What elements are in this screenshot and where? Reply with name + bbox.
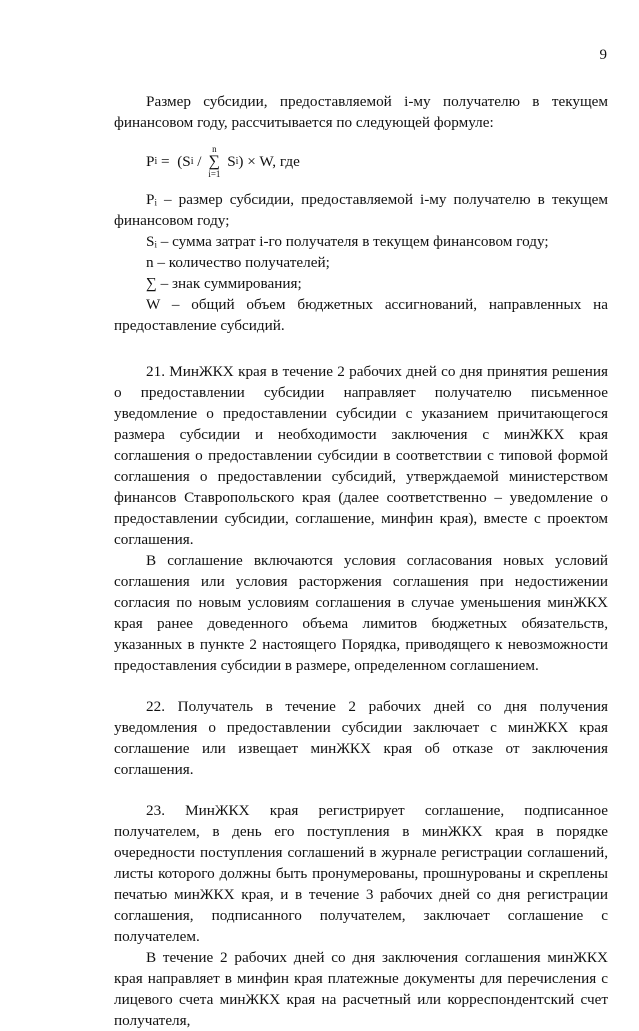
paragraph-23-continued: В течение 2 рабочих дней со дня заключения соглашения минЖКХ края направляет в минфин края платежные документы для перечисления с лицевого счета минЖКХ края на расчетный или корреспондентский счет получателя, <box>114 949 608 1029</box>
definition-n: n – количество получателей; <box>146 254 330 271</box>
formula-lhs-subscript: i <box>154 155 158 167</box>
paragraph-23: 23. МинЖКХ края регистрирует соглашение, подписанное получателем, в день его поступления в минЖКХ края в порядке очередности поступления соглашений в журнале регистрации соглашений, листы которого должны быть пронумерованы, прошнурованы и скреплены печатью минЖКХ края, и в течение 3 рабочих дней со дня регистрации соглашения, подписанного получателем, заключает соглашение с получателем. <box>114 802 608 945</box>
summation-lower-limit: i=1 <box>208 168 221 179</box>
summation-symbol <box>208 144 220 179</box>
formula-s2-subscript: i <box>235 155 239 167</box>
definition-sum: ∑ – знак суммирования; <box>146 275 302 292</box>
paragraph-22: 22. Получатель в течение 2 рабочих дней со дня получения уведомления о предоставлении субсидии заключает с минЖКХ края соглашение или извещает минЖКХ края об отказе от заключения соглашения. <box>114 698 608 778</box>
definition-w: W – общий объем бюджетных ассигнований, направленных на предоставление субсидий. <box>114 296 608 334</box>
definition-pi: Pᵢ – размер субсидии, предоставляемой i-му получателю в текущем финансовом году; <box>114 191 608 229</box>
formula-slash: / <box>193 152 206 170</box>
formula-lhs: P <box>146 152 155 170</box>
formula-s2: S <box>223 152 236 170</box>
page-number: 9 <box>599 47 607 63</box>
intro-paragraph: Размер субсидии, предоставляемой i-му получателю в текущем финансовом году, рассчитывается по следующей формуле: <box>114 93 608 131</box>
formula-tail: ) × W, где <box>238 152 300 170</box>
formula-si-subscript: i <box>190 155 194 167</box>
formula-open: = (S <box>157 152 191 170</box>
paragraph-21: 21. МинЖКХ края в течение 2 рабочих дней со дня принятия решения о предоставлении субсидии направляет получателю письменное уведомление о предоставлении субсидии с указанием причитающегося размера субсидии и необходимости заключения с минЖКХ края соглашения о предоставлении субсидии в соответствии с типовой формой соглашения о предоставлении субсидий, утверждаемой министерством финансов Ставропольского края (далее соответственно – уведомление о предоставлении субсидии, соглашение, минфин края), вместе с проектом соглашения. <box>114 363 608 548</box>
summation-sign: ∑ <box>208 152 221 170</box>
document-body <box>114 91 608 1031</box>
definition-si: Sᵢ – сумма затрат i-го получателя в текущем финансовом году; <box>146 233 549 250</box>
subsidy-formula <box>146 141 608 181</box>
paragraph-21-continued: В соглашение включаются условия согласования новых условий соглашения или условия расторжения соглашения при недостижении согласия по новым условиям соглашения в случае уменьшения минЖКХ края ранее доведенного объема лимитов бюджетных обязательств, указанных в пункте 2 настоящего Порядка, приводящего к невозможности предоставления субсидии в размере, определенном соглашением. <box>114 552 608 674</box>
summation-upper-limit: n <box>212 143 217 154</box>
